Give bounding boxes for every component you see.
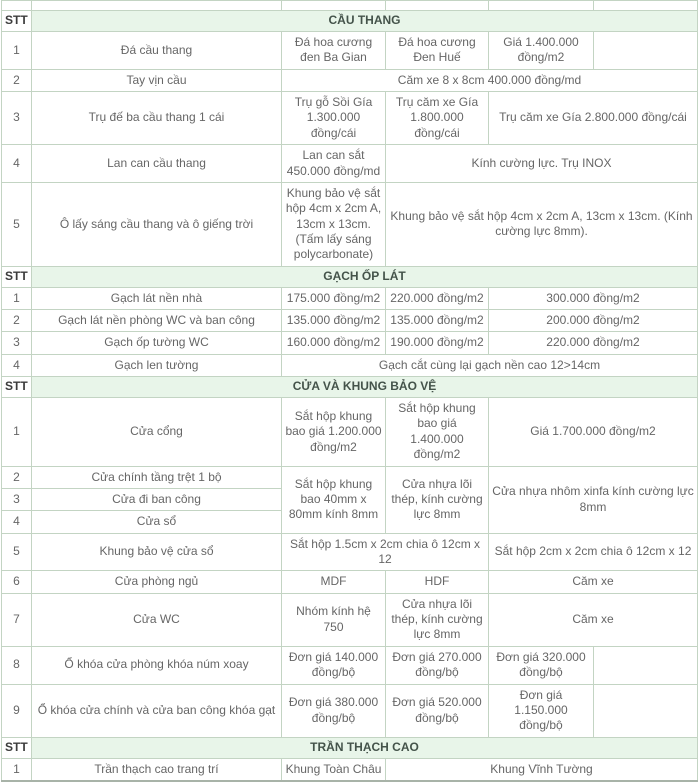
value-cell: Sắt hộp khung bao giá 1.200.000 đồng/m2 [282, 398, 386, 466]
value-cell: Đơn giá 320.000 đồng/bộ [489, 646, 594, 684]
table-row [2, 466, 698, 488]
table-row [2, 332, 698, 354]
item-name-cell: Trần thạch cao trang trí [32, 758, 282, 781]
value-cell: Đơn giá 1.150.000 đồng/bộ [489, 684, 594, 737]
item-name-cell: Trụ đế ba cầu thang 1 cái [32, 92, 282, 145]
item-name-cell: Cửa cổng [32, 398, 282, 466]
value-cell: Giá 1.700.000 đồng/m2 [489, 398, 698, 466]
item-name-cell: Cửa phòng ngủ [32, 571, 282, 593]
cropped-cell [489, 1, 594, 11]
item-name-cell: Ổ khóa cửa phòng khóa núm xoay [32, 646, 282, 684]
section-title: TRẦN THẠCH CAO [32, 737, 698, 758]
section-title: CẦU THANG [32, 11, 698, 32]
value-cell: Đơn giá 140.000 đồng/bộ [282, 646, 386, 684]
stt-cell: 1 [2, 32, 32, 70]
price-table [1, 0, 698, 782]
value-cell: Cửa nhựa lõi thép, kính cường lực 8mm [386, 593, 489, 646]
table-row [2, 758, 698, 781]
table-row [2, 182, 698, 266]
table-row [2, 593, 698, 646]
value-cell: Căm xe [489, 571, 698, 593]
table-row [2, 571, 698, 593]
value-cell: Cửa nhựa lõi thép, kính cường lực 8mm [386, 466, 489, 533]
section-header-row [2, 377, 698, 398]
stt-cell: 5 [2, 182, 32, 266]
table-row [2, 354, 698, 376]
value-cell: Trụ căm xe Gía 2.800.000 đồng/cái [489, 92, 698, 145]
item-name-cell: Ô lấy sáng cầu thang và ô giếng trời [32, 182, 282, 266]
value-cell [594, 32, 698, 70]
value-cell: Sắt hộp 2cm x 2cm chia ô 12cm x 12 [489, 533, 698, 571]
item-name-cell: Đá cầu thang [32, 32, 282, 70]
item-name-cell: Lan can cầu thang [32, 145, 282, 183]
item-name-cell: Khung bảo vệ cửa sổ [32, 533, 282, 571]
value-cell: Khung bảo vệ sắt hộp 4cm x 2cm A, 13cm x 13cm. (Tấm lấy sáng polycarbonate) [282, 182, 386, 266]
stt-cell: 3 [2, 332, 32, 354]
value-cell: Trụ căm xe Gía 1.800.000 đồng/cái [386, 92, 489, 145]
value-cell: Sắt hộp 1.5cm x 2cm chia ô 12cm x 12 [282, 533, 489, 571]
stt-cell: 7 [2, 593, 32, 646]
value-cell: Căm xe [489, 593, 698, 646]
value-cell: MDF [282, 571, 386, 593]
stt-cell: 2 [2, 310, 32, 332]
stt-header-cell: STT [2, 266, 32, 287]
item-name-cell: Gạch ốp tường WC [32, 332, 282, 354]
section-title: CỬA VÀ KHUNG BẢO VỆ [32, 377, 698, 398]
item-name-cell: Cửa WC [32, 593, 282, 646]
stt-header-cell: STT [2, 377, 32, 398]
cropped-cell [2, 1, 32, 11]
value-cell: Nhóm kính hệ 750 [282, 593, 386, 646]
stt-cell: 1 [2, 758, 32, 781]
stt-cell: 9 [2, 684, 32, 737]
value-cell: Cửa nhựa nhôm xinfa kính cường lực 8mm [489, 466, 698, 533]
stt-cell: 4 [2, 511, 32, 533]
value-cell: Căm xe 8 x 8cm 400.000 đồng/md [282, 69, 698, 91]
value-cell: 190.000 đồng/m2 [386, 332, 489, 354]
value-cell: Đơn giá 520.000 đồng/bộ [386, 684, 489, 737]
table-row [2, 69, 698, 91]
table-row [2, 92, 698, 145]
table-row [2, 533, 698, 571]
cropped-cell [386, 1, 489, 11]
item-name-cell: Cửa đi ban công [32, 488, 282, 510]
value-cell: Đơn giá 270.000 đồng/bộ [386, 646, 489, 684]
value-cell: 220.000 đồng/m2 [489, 332, 698, 354]
value-cell: Khung bảo vệ sắt hộp 4cm x 2cm A, 13cm x 13cm. (Kính cường lực 8mm). [386, 182, 698, 266]
value-cell [594, 684, 698, 737]
value-cell: 300.000 đồng/m2 [489, 287, 698, 309]
value-cell: 135.000 đồng/m2 [386, 310, 489, 332]
stt-cell: 3 [2, 488, 32, 510]
item-name-cell: Gạch lát nền nhà [32, 287, 282, 309]
value-cell: Đá hoa cương Đen Huế [386, 32, 489, 70]
table-row [2, 287, 698, 309]
value-cell: Giá 1.400.000 đồng/m2 [489, 32, 594, 70]
table-row [2, 646, 698, 684]
stt-cell: 8 [2, 646, 32, 684]
stt-cell: 2 [2, 466, 32, 488]
value-cell: Khung Toàn Châu [282, 758, 386, 781]
value-cell: 200.000 đồng/m2 [489, 310, 698, 332]
stt-cell: 6 [2, 571, 32, 593]
price-table-body [2, 1, 698, 781]
value-cell: 135.000 đồng/m2 [282, 310, 386, 332]
stt-cell: 1 [2, 398, 32, 466]
stt-cell: 4 [2, 145, 32, 183]
item-name-cell: Cửa sổ [32, 511, 282, 533]
item-name-cell: Ổ khóa cửa chính và cửa ban công khóa gạt [32, 684, 282, 737]
item-name-cell: Gạch len tường [32, 354, 282, 376]
value-cell [594, 646, 698, 684]
value-cell: Gạch cắt cùng lại gạch nền cao 12>14cm [282, 354, 698, 376]
section-header-row [2, 11, 698, 32]
item-name-cell: Cửa chính tầng trệt 1 bộ [32, 466, 282, 488]
value-cell: HDF [386, 571, 489, 593]
section-header-row [2, 737, 698, 758]
item-name-cell: Gạch lát nền phòng WC và ban công [32, 310, 282, 332]
stt-cell: 5 [2, 533, 32, 571]
stt-cell: 4 [2, 354, 32, 376]
value-cell: Sắt hộp khung bao giá 1.400.000 đồng/m2 [386, 398, 489, 466]
value-cell: Trụ gỗ Sồi Gía 1.300.000 đồng/cái [282, 92, 386, 145]
value-cell: Sắt hộp khung bao 40mm x 80mm kính 8mm [282, 466, 386, 533]
section-title: GẠCH ỐP LÁT [32, 266, 698, 287]
stt-header-cell: STT [2, 737, 32, 758]
value-cell: Đơn giá 380.000 đồng/bộ [282, 684, 386, 737]
item-name-cell: Tay vịn cầu [32, 69, 282, 91]
stt-header-cell: STT [2, 11, 32, 32]
value-cell: Đá hoa cương đen Ba Gian [282, 32, 386, 70]
table-row [2, 32, 698, 70]
value-cell: Lan can sắt 450.000 đồng/md [282, 145, 386, 183]
table-row [2, 310, 698, 332]
cropped-cell [282, 1, 386, 11]
table-row [2, 684, 698, 737]
cropped-cell [32, 1, 282, 11]
cropped-cell [594, 1, 698, 11]
value-cell: Khung Vĩnh Tường [386, 758, 698, 781]
stt-cell: 1 [2, 287, 32, 309]
stt-cell: 3 [2, 92, 32, 145]
cropped-top-row [2, 1, 698, 11]
section-header-row [2, 266, 698, 287]
table-row [2, 398, 698, 466]
value-cell: 220.000 đồng/m2 [386, 287, 489, 309]
stt-cell: 2 [2, 69, 32, 91]
value-cell: Kính cường lực. Trụ INOX [386, 145, 698, 183]
value-cell: 175.000 đồng/m2 [282, 287, 386, 309]
table-row [2, 145, 698, 183]
value-cell: 160.000 đồng/m2 [282, 332, 386, 354]
